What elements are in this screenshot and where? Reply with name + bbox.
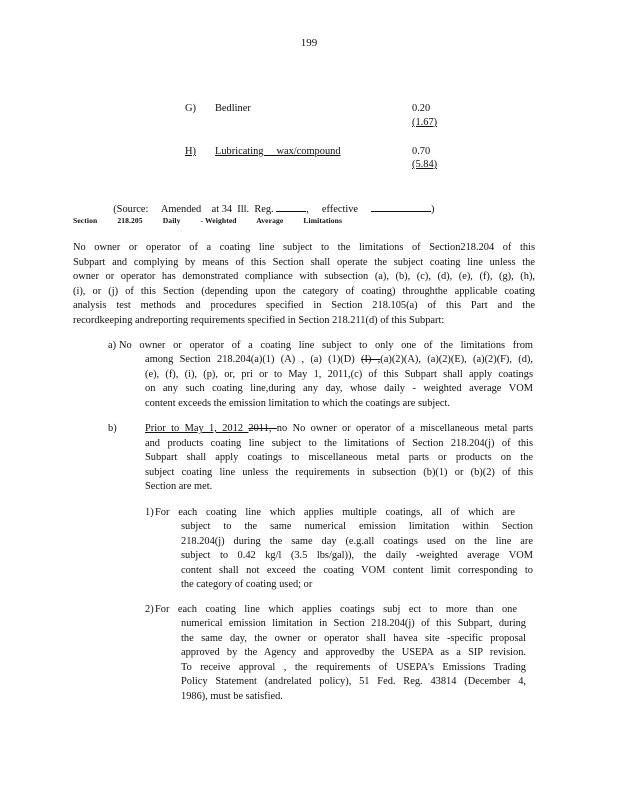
- sub-2-line: Policy Statement (andrelated policy), 51 Fed. Reg. 43814 (December 4,: [181, 676, 526, 688]
- para-b-line: Subpart shall apply coatings to miscellaneous metal parts or products on the: [145, 452, 533, 464]
- source-comma: ,: [306, 203, 309, 215]
- row-g-value: 0.20: [412, 103, 431, 114]
- row-h-item: Lubricating wax/compound: [215, 146, 341, 157]
- inserted-text: Prior to May 1, 2012: [145, 423, 249, 434]
- sub-1-label: 1): [145, 507, 154, 518]
- struck-text: 2011: [248, 423, 269, 434]
- row-g-value-alt: (1.67): [412, 117, 438, 128]
- intro-line: recordkeeping andreporting requirements specified in Section 218.211(d) of this Subpart:: [73, 314, 445, 326]
- para-a-line-2: among Section 218.204(a)(1) (A) , (a) (1)(D) (I) ,(a)(2)(A), (a)(2)(E), (a)(2)(F), (d),: [145, 354, 533, 365]
- section-label: Section: [73, 216, 98, 225]
- page-number: 199: [300, 37, 318, 49]
- section-title-1: Daily: [162, 216, 181, 225]
- para-a-line: content exceeds the emission limitation to which the coatings are subject.: [145, 397, 450, 409]
- row-h-value: 0.70: [412, 146, 431, 157]
- sub-1-first-line: For each coating line which applies multiple coatings, all of which are: [155, 507, 515, 518]
- source-prefix: (Source:: [113, 203, 149, 215]
- section-title-4: Limitations: [303, 216, 342, 225]
- intro-line: (i), or (j) of this Section (depending upon the category of coating) throughthe applicable coating: [73, 285, 535, 297]
- row-g-letter: G): [185, 103, 196, 114]
- intro-line: owner or operator has demonstrated compliance with subsection (a), (b), (c), (d), (e), (f), (g), (h),: [73, 271, 535, 283]
- intro-line: analysis test methods and procedures specified in Section 218.105(a) of this Part and the: [73, 300, 535, 312]
- sub-2-first-line: For each coating line which applies coatings subj ect to more than one: [155, 604, 517, 615]
- sub-2-line: 1986), must be satisfied.: [181, 690, 283, 702]
- section-number: 218.205: [117, 216, 143, 225]
- para-b-line: Section are met.: [145, 481, 213, 493]
- para-a-first-line: No owner or operator of a coating line subject to only one of the limitations from: [119, 340, 533, 351]
- para-b-first-line: Prior to May 1, 2012 2011, no No owner or operator of a miscellaneous metal parts: [145, 423, 533, 434]
- para-b-label: b): [108, 423, 117, 434]
- para-b-body: [145, 422, 533, 495]
- para-a-label: a): [108, 340, 117, 351]
- para-b-line: and products coating line subject to the limitations of Section 218.204(j) of this: [145, 437, 533, 449]
- sub-2-line: numerical emission limitation in Section 218.204(j) of this Subpart, during: [181, 618, 526, 629]
- section-title-3: Average: [256, 216, 284, 225]
- intro-paragraph: [73, 241, 535, 329]
- row-h-value-alt: (5.84): [412, 159, 438, 170]
- sub-1-body: [181, 520, 533, 593]
- sub-1-line: subject to 0.42 kg/l (3.5 lbs/gal)), the daily -weighted average VOM: [181, 550, 533, 562]
- struck-text: (I) ,: [361, 354, 381, 365]
- para-a-line: (e), (f), (i), (p), or, pri or to May 1, 2011,(c) of this Subpart shall apply coatings: [145, 368, 533, 380]
- sub-2-label: 2): [145, 604, 154, 615]
- row-g-item: Bedliner: [215, 103, 251, 114]
- sub-2-line: the same day, the owner or operator shall havea site -specific proposal: [181, 632, 526, 644]
- source-suffix: ): [431, 203, 435, 215]
- sub-1-line: 218.204(j) during the same day (e.g.all coatings used on the line are: [181, 535, 533, 547]
- sub-1-line: subject to the same numerical emission limitation within Section: [181, 521, 533, 532]
- para-a-body: [145, 353, 533, 411]
- section-title-2: - Weighted: [200, 216, 237, 225]
- intro-line: Subpart and complying by means of this Section shall operate the subject coating line unless the: [73, 256, 535, 268]
- section-heading: [73, 216, 360, 225]
- sub-1-line: content shall not exceed the coating VOM content limit corresponding to: [181, 564, 533, 576]
- para-a-line: on any such coating line,during any day, whose daily - weighted average VOM: [145, 383, 533, 395]
- source-note: [108, 186, 435, 217]
- intro-line: No owner or operator of a coating line subject to the limitations of Section218.204 of this: [73, 242, 535, 253]
- source-amended: Amended at 34 Ill. Reg.: [160, 203, 274, 215]
- sub-1-line: the category of coating used; or: [181, 579, 313, 591]
- sub-2-body: [181, 617, 526, 705]
- sub-2-line: approved by the Agency and approvedby the USEPA as a SIP revision.: [181, 647, 526, 659]
- sub-2-line: To receive approval , the requirements of USEPA's Emissions Trading: [181, 661, 526, 673]
- reg-blank: [276, 201, 306, 212]
- effective-blank: [371, 201, 431, 212]
- para-b-line: subject coating line unless the requirements in subsection (b)(1) or (b)(2) of this: [145, 466, 533, 478]
- source-effective: effective: [321, 203, 359, 215]
- row-h-letter: H): [185, 146, 196, 157]
